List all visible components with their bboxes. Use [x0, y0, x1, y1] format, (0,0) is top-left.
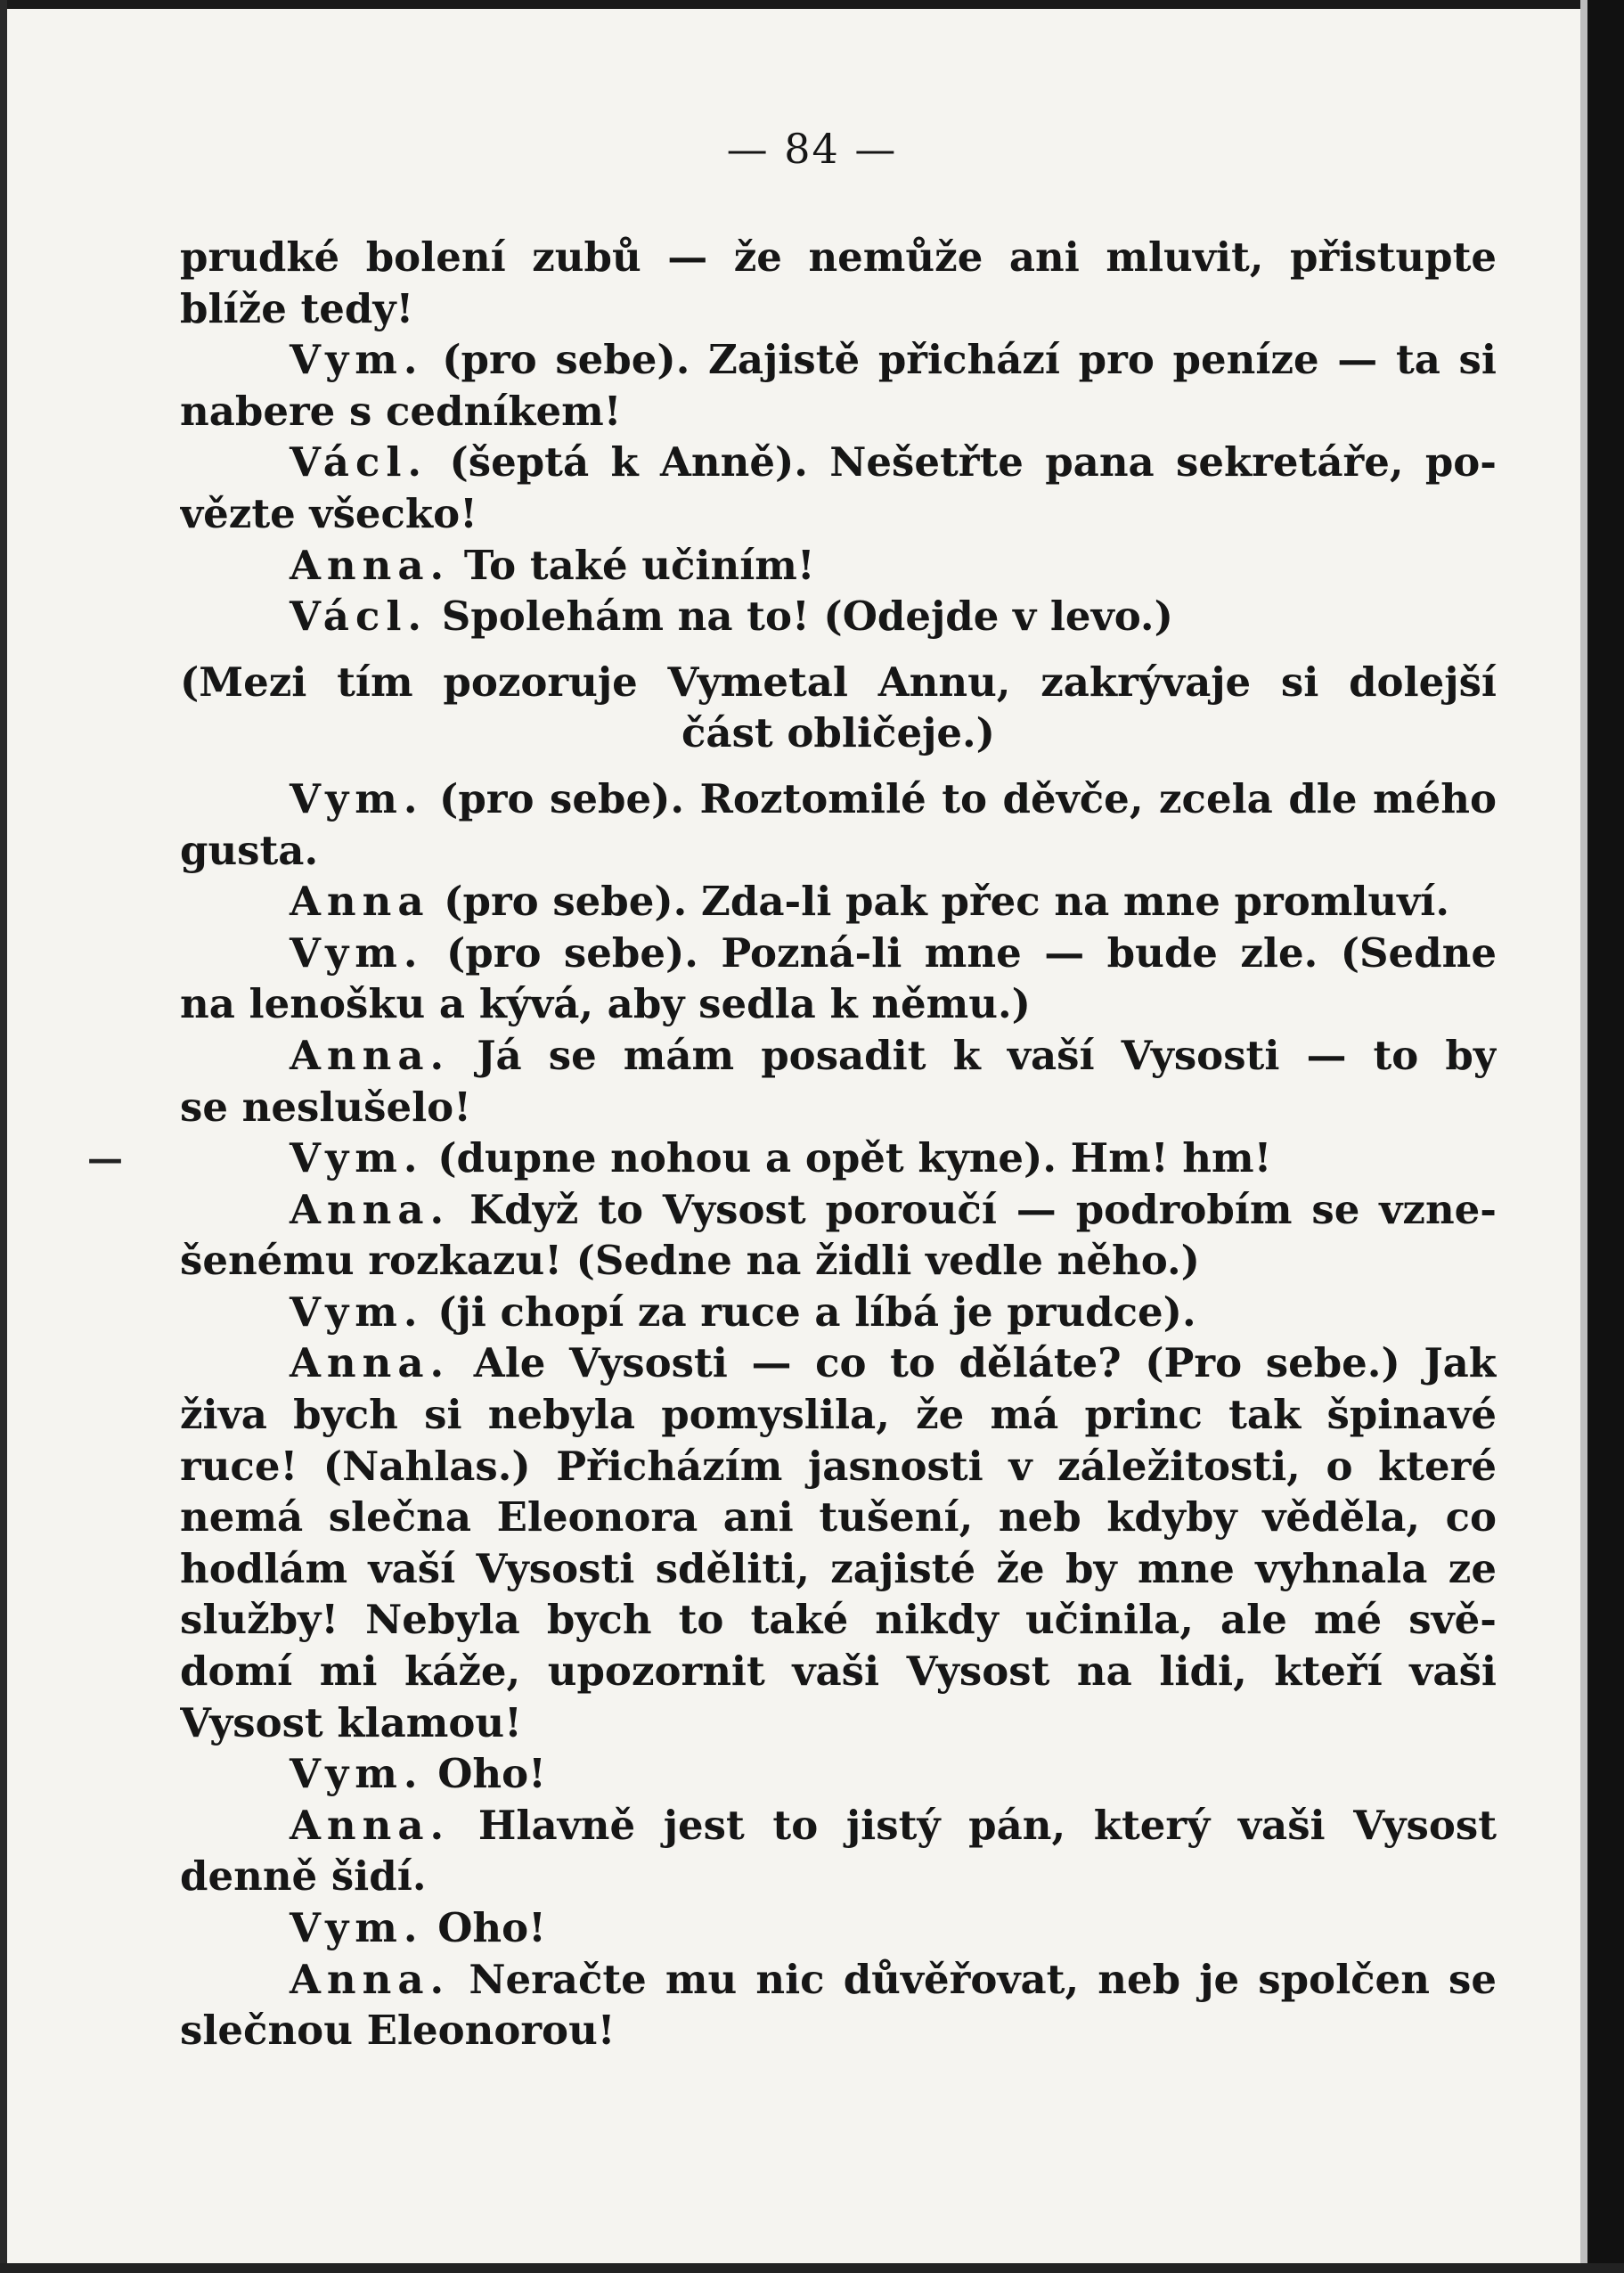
line-text: Ale Vysosti — co to děláte? (Pro sebe.) Jak: [450, 1339, 1497, 1387]
text-line: [180, 1441, 1497, 1492]
text-line: [180, 1902, 1497, 1954]
line-text: služby! Nebyla bych to také nikdy učinila, ale mé svě-: [180, 1596, 1497, 1644]
line-text: gusta.: [180, 826, 319, 874]
speaker-name: Vym.: [290, 1750, 424, 1798]
line-text: Vysost klamou!: [180, 1698, 522, 1746]
text-line: [180, 1492, 1497, 1543]
line-text: Neračte mu nic důvěřovat, neb je spolčen se: [450, 1955, 1497, 2003]
line-text: denně šidí.: [180, 1852, 427, 1901]
text-line: [180, 657, 1497, 708]
line-text: Když to Vysost poroučí — podrobím se vzne-: [450, 1185, 1497, 1233]
line-text: (pro sebe). Roztomilé to děvče, zcela dle mého: [423, 774, 1497, 822]
line-text: Oho!: [423, 1750, 546, 1798]
line-text: (šeptá k Anně). Nešetřte pana sekretáře, po-: [428, 438, 1497, 486]
speaker-name: Anna.: [290, 1801, 451, 1849]
line-text: se neslušelo!: [180, 1083, 471, 1131]
line-text: vězte všecko!: [180, 489, 477, 537]
line-text: Spolehám na to! (Odejde v levo.): [428, 593, 1173, 641]
line-text: To také učiním!: [450, 541, 815, 589]
text-line: [180, 1851, 1497, 1902]
text-line: [180, 540, 1497, 592]
text-line: [180, 1287, 1497, 1338]
text-line: [180, 1132, 1497, 1184]
line-text: Oho!: [423, 1904, 546, 1951]
line-text: živa bych si nebyla pomyslila, že má princ tak špinavé: [180, 1391, 1497, 1439]
scan-edge-left: [0, 0, 7, 2273]
scan-edge-right-inner: [1580, 0, 1587, 2273]
line-text: (dupne nohou a opět kyne). Hm! hm!: [423, 1134, 1272, 1182]
text-line: [180, 591, 1497, 642]
text-line: [180, 928, 1497, 979]
line-text: (pro sebe). Zda-li pak přec na mne promluví.: [429, 878, 1450, 926]
text-line: [180, 1184, 1497, 1236]
speaker-name: Anna.: [290, 1955, 451, 2003]
text-line: [180, 386, 1497, 437]
text-line: [180, 2005, 1497, 2056]
line-text: (pro sebe). Zajistě přichází pro peníze — ta si: [423, 336, 1497, 384]
text-line: [180, 773, 1497, 825]
line-text: (ji chopí za ruce a líbá je prudce).: [423, 1288, 1196, 1336]
scan-edge-top: [0, 0, 1624, 9]
speaker-name: Vym.: [290, 336, 424, 384]
line-text: šenému rozkazu! (Sedne na židli vedle něho.): [180, 1237, 1200, 1285]
text-line: [180, 1594, 1497, 1646]
margin-mark: —: [87, 1138, 123, 1180]
text-line: [180, 1082, 1497, 1133]
speaker-name: Vym.: [290, 1288, 424, 1336]
speaker-name: Václ.: [290, 593, 428, 641]
text-line: [180, 488, 1497, 540]
text-line: [180, 1543, 1497, 1595]
text-line: [180, 876, 1497, 928]
speaker-name: Anna.: [290, 1339, 451, 1387]
text-line: [180, 1800, 1497, 1852]
line-text: Hlavně jest to jistý pán, který vaši Vysost: [450, 1801, 1497, 1849]
speaker-name: Anna.: [290, 1031, 451, 1079]
text-line: [180, 1337, 1497, 1389]
line-text: prudké bolení zubů — že nemůže ani mluvit, přistupte: [180, 233, 1497, 281]
text-line: [180, 825, 1497, 877]
line-text: ruce! (Nahlas.) Přicházím jasnosti v záležitosti, o které: [180, 1442, 1497, 1490]
text-line: [180, 437, 1497, 488]
speaker-name: Vym.: [290, 1904, 424, 1951]
line-text: (pro sebe). Pozná-li mne — bude zle. (Sedne: [423, 928, 1497, 977]
text-line: [180, 978, 1497, 1030]
speaker-name: Václ.: [290, 438, 428, 486]
text-line: [180, 1646, 1497, 1697]
page-number: — 84 —: [726, 125, 898, 173]
speaker-name: Anna.: [290, 1185, 451, 1233]
text-line: [180, 707, 1497, 759]
text-line: [180, 283, 1497, 335]
text-line: [180, 1748, 1497, 1800]
text-line: [180, 1030, 1497, 1082]
speaker-name: Anna.: [290, 541, 451, 589]
body-text: [180, 232, 1497, 2056]
speaker-name: Anna: [290, 878, 430, 926]
scan-edge-right: [1587, 0, 1624, 2273]
line-text: (Mezi tím pozoruje Vymetal Annu, zakrývaje si dolejší: [180, 658, 1497, 706]
scan-edge-bottom: [0, 2263, 1624, 2273]
line-text: blíže tedy!: [180, 284, 414, 332]
speaker-name: Vym.: [290, 928, 424, 977]
line-text: nabere s cedníkem!: [180, 387, 622, 435]
text-line: [180, 1697, 1497, 1749]
text-line: [180, 232, 1497, 283]
line-text: nemá slečna Eleonora ani tušení, neb kdyby věděla, co: [180, 1493, 1497, 1541]
text-line: [180, 1389, 1497, 1441]
speaker-name: Vym.: [290, 774, 424, 822]
text-line: [180, 334, 1497, 386]
line-text: Já se mám posadit k vaší Vysosti — to by: [450, 1031, 1497, 1079]
text-line: [180, 1235, 1497, 1287]
line-text: na lenošku a kývá, aby sedla k němu.): [180, 980, 1031, 1028]
line-text: hodlám vaší Vysosti sděliti, zajisté že by mne vyhnala ze: [180, 1544, 1497, 1592]
speaker-name: Vym.: [290, 1134, 424, 1182]
text-line: [180, 1954, 1497, 2006]
line-text: část obličeje.): [681, 709, 995, 757]
line-text: slečnou Eleonorou!: [180, 2007, 616, 2055]
line-text: domí mi káže, upozornit vaši Vysost na lidi, kteří vaši: [180, 1648, 1497, 1696]
